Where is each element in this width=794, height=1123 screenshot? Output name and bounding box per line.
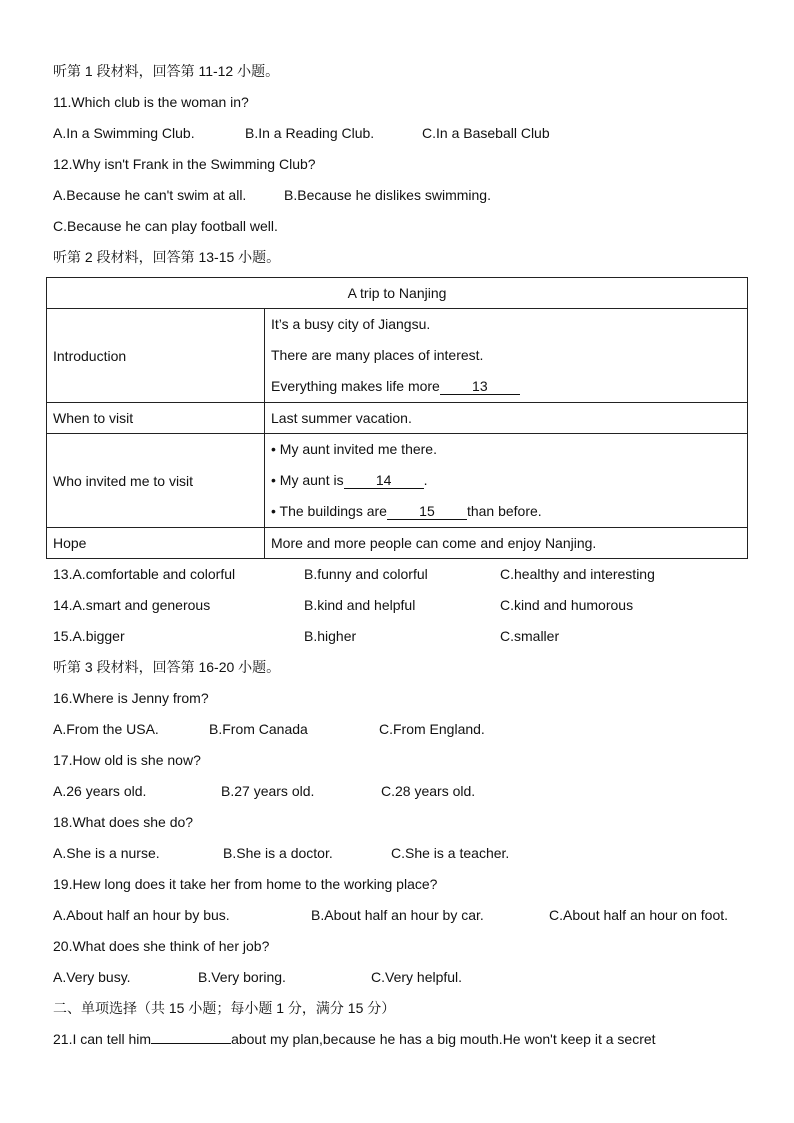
q18-option-a: A.She is a nurse. (53, 845, 160, 861)
q16-option-a: A.From the USA. (53, 721, 159, 737)
trip-table (46, 277, 748, 559)
q13-option-c: C.healthy and interesting (500, 566, 655, 582)
q11-stem: 11.Which club is the woman in? (53, 94, 249, 110)
q11-option-a: A.In a Swimming Club. (53, 125, 195, 141)
q20-option-b: B.Very boring. (198, 969, 286, 985)
q12-option-c: C.Because he can play football well. (53, 218, 278, 234)
who-line-3-text: The buildings are (279, 503, 387, 519)
q15-option-c: C.smaller (500, 628, 560, 644)
q20-options (53, 966, 753, 997)
q17-options (53, 780, 753, 811)
q16-stem: 16.Where is Jenny from? (53, 690, 209, 706)
q14-options (53, 594, 753, 625)
exam-page (53, 60, 753, 1059)
who-line-3-end: than before. (466, 503, 542, 519)
q11-options (53, 122, 753, 153)
who-label: Who invited me to visit (47, 434, 265, 528)
intro-line-1: It’s a busy city of Jiangsu. (271, 316, 431, 332)
q16-option-c: C.From England. (379, 721, 485, 737)
q18-options (53, 842, 753, 873)
q12-option-b: B.Because he dislikes swimming. (284, 187, 491, 203)
q20-stem: 20.What does she think of her job? (53, 938, 270, 954)
q15-option-b: B.higher (304, 628, 357, 644)
q18-option-c: C.She is a teacher. (391, 845, 510, 861)
when-label: When to visit (47, 403, 265, 434)
hope-label: Hope (47, 528, 265, 559)
q16-option-b: B.From Canada (209, 721, 308, 737)
q12-stem: 12.Why isn't Frank in the Swimming Club? (53, 156, 316, 172)
bullet-1: • (271, 441, 276, 457)
q20-option-a: A.Very busy. (53, 969, 131, 985)
q18-stem: 18.What does she do? (53, 814, 194, 830)
q14-option-a: 14.A.smart and generous (53, 597, 211, 613)
q17-stem: 17.How old is she now? (53, 752, 201, 768)
q19-options (53, 904, 753, 935)
when-value: Last summer vacation. (265, 403, 748, 434)
who-line-2 (271, 465, 741, 496)
q19-option-c: C.About half an hour on foot. (549, 907, 729, 923)
q17-option-c: C.28 years old. (381, 783, 476, 799)
q19-option-b: B.About half an hour by car. (311, 907, 484, 923)
intro-label: Introduction (47, 309, 265, 403)
q18-option-b: B.She is a doctor. (223, 845, 333, 861)
who-line-1-text: My aunt invited me there. (279, 441, 437, 457)
table-title: A trip to Nanjing (47, 278, 748, 309)
q15-option-a: 15.A.bigger (53, 628, 125, 644)
intro-line-3-text: Everything makes life more (271, 378, 440, 394)
section1-header: 听第 1 段材料，回答第 11-12 小题。 (53, 63, 280, 79)
q21-stem-start: 21.I can tell him (53, 1031, 152, 1047)
intro-line-3 (271, 371, 741, 402)
who-cell (265, 434, 748, 528)
q17-option-a: A.26 years old. (53, 783, 147, 799)
section3-header: 听第 3 段材料，回答第 16-20 小题。 (53, 659, 281, 675)
q21-blank (151, 1029, 231, 1044)
blank-15: 15 (387, 503, 467, 520)
q13-option-a: 13.A.comfortable and colorful (53, 566, 236, 582)
q13-options (53, 563, 753, 594)
q15-options (53, 625, 753, 656)
q12-option-a: A.Because he can't swim at all. (53, 187, 247, 203)
intro-cell (265, 309, 748, 403)
bullet-2: • (271, 472, 276, 488)
blank-13: 13 (440, 378, 520, 395)
q19-option-a: A.About half an hour by bus. (53, 907, 230, 923)
q16-options (53, 718, 753, 749)
q21-stem-end: about my plan,because he has a big mouth.He won't keep it a secret (231, 1031, 656, 1047)
who-line-2-text: My aunt is (279, 472, 344, 488)
who-line-2-end: . (423, 472, 428, 488)
q19-stem: 19.Hew long does it take her from home to the working place? (53, 876, 438, 892)
who-line-3 (271, 496, 741, 527)
q12-options-ab (53, 184, 753, 215)
q14-option-c: C.kind and humorous (500, 597, 634, 613)
part2-header: 二、单项选择（共 15 小题；每小题 1 分，满分 15 分） (53, 1000, 396, 1016)
q20-option-c: C.Very helpful. (371, 969, 463, 985)
q11-option-c: C.In a Baseball Club (422, 125, 550, 141)
blank-14: 14 (344, 472, 424, 489)
q21-stem (53, 1028, 753, 1059)
who-line-1 (271, 434, 741, 465)
q17-option-b: B.27 years old. (221, 783, 315, 799)
hope-value: More and more people can come and enjoy Nanjing. (265, 528, 748, 559)
q11-option-b: B.In a Reading Club. (245, 125, 375, 141)
bullet-3: • (271, 503, 276, 519)
intro-line-2: There are many places of interest. (271, 347, 484, 363)
q13-option-b: B.funny and colorful (304, 566, 428, 582)
q14-option-b: B.kind and helpful (304, 597, 416, 613)
section2-header: 听第 2 段材料，回答第 13-15 小题。 (53, 249, 281, 265)
